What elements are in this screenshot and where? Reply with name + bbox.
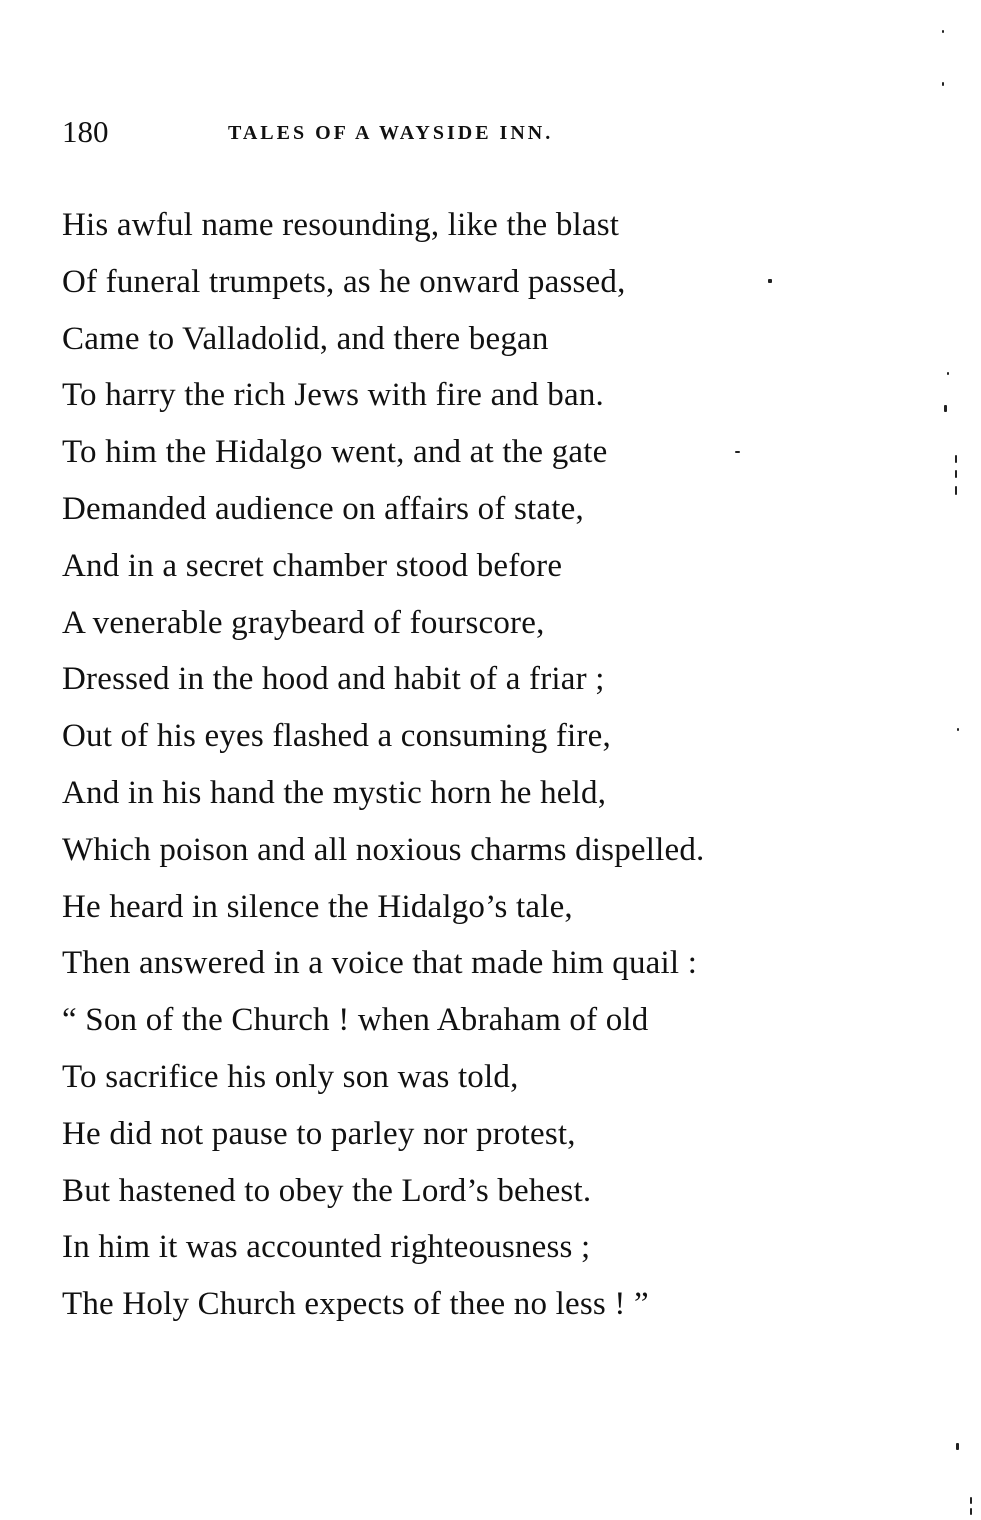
verse-line: The Holy Church expects of thee no less ! ” <box>62 1286 649 1323</box>
verse-line: Dressed in the hood and habit of a friar ; <box>62 661 605 698</box>
page-number: 180 <box>62 114 109 149</box>
verse-line: Then answered in a voice that made him quail : <box>62 945 698 982</box>
running-title: TALES OF A WAYSIDE INN. <box>228 122 554 144</box>
poem-text <box>62 197 922 1333</box>
verse-line: And in a secret chamber stood before <box>62 547 563 584</box>
scan-speck <box>942 30 944 33</box>
scan-speck <box>955 486 957 495</box>
verse-line: Which poison and all noxious charms dispelled. <box>62 831 705 868</box>
verse-line: He did not pause to parley nor protest, <box>62 1115 576 1152</box>
scan-speck <box>768 279 772 283</box>
verse-line: To harry the rich Jews with fire and ban. <box>62 377 604 414</box>
scan-speck <box>947 372 949 375</box>
verse-line: He heard in silence the Hidalgo’s tale, <box>62 888 573 925</box>
verse-line: But hastened to obey the Lord’s behest. <box>62 1172 592 1209</box>
scan-speck <box>735 451 740 453</box>
scan-speck <box>970 1508 972 1515</box>
verse-line: To him the Hidalgo went, and at the gate <box>62 434 608 471</box>
scan-speck <box>957 728 959 731</box>
scan-speck <box>956 1443 959 1450</box>
scan-speck <box>955 455 957 463</box>
verse-line: “ Son of the Church ! when Abraham of old <box>62 1002 649 1039</box>
verse-line: In him it was accounted righteousness ; <box>62 1229 591 1266</box>
verse-line: And in his hand the mystic horn he held, <box>62 774 607 811</box>
verse-line: A venerable graybeard of fourscore, <box>62 604 545 641</box>
scan-speck <box>942 82 944 86</box>
scan-speck <box>970 1497 972 1504</box>
running-header <box>62 112 762 152</box>
scan-speck <box>944 405 947 412</box>
scan-speck <box>955 470 957 478</box>
verse-line: Demanded audience on affairs of state, <box>62 490 584 527</box>
verse-line: Of funeral trumpets, as he onward passed, <box>62 263 626 300</box>
verse-line: To sacrifice his only son was told, <box>62 1058 519 1095</box>
verse-line: His awful name resounding, like the blast <box>62 207 620 243</box>
verse-line: Out of his eyes flashed a consuming fire, <box>62 718 611 755</box>
verse-line: Came to Valladolid, and there began <box>62 320 549 357</box>
